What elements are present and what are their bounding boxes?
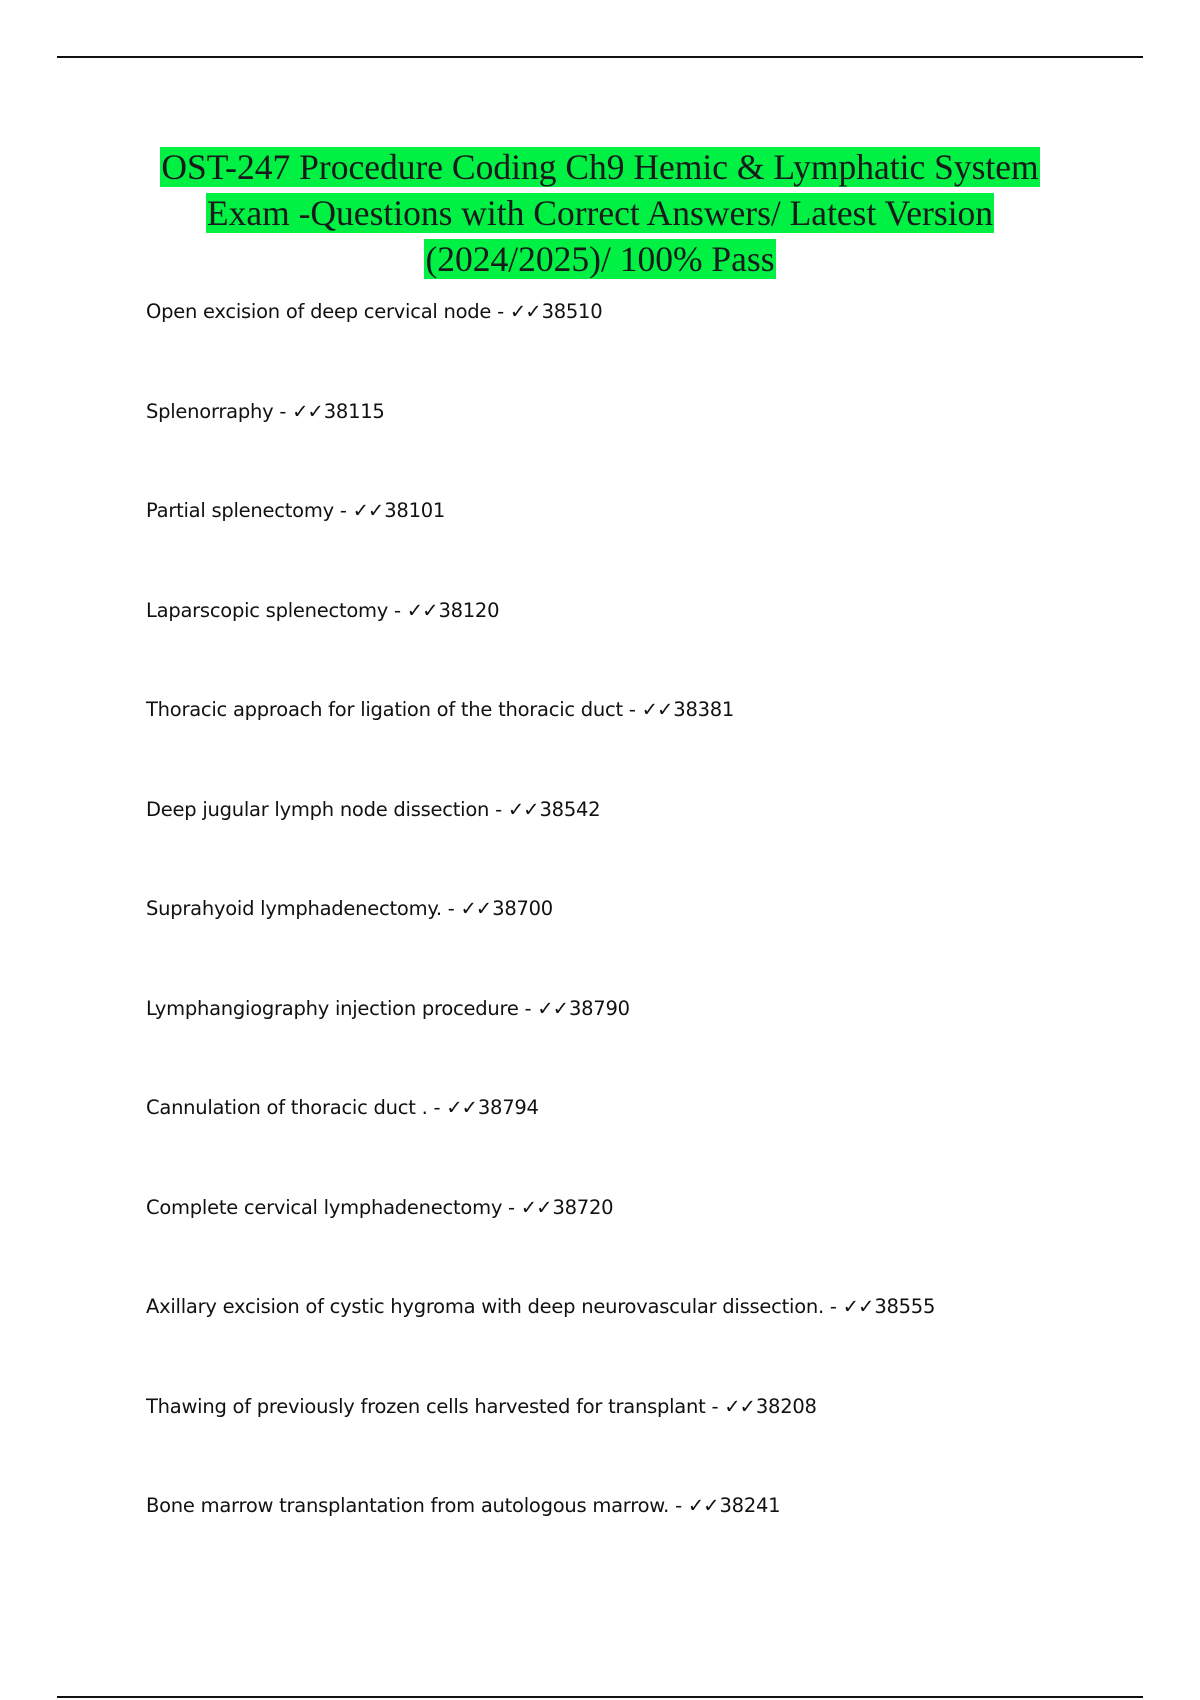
- separator: -: [669, 1494, 688, 1517]
- qa-item: [146, 1389, 1146, 1425]
- qa-item: [146, 593, 1146, 629]
- answer-code: 38555: [874, 1295, 936, 1318]
- qa-list: [146, 294, 1146, 1588]
- separator: -: [427, 1096, 447, 1119]
- double-check-icon: ✓✓: [537, 996, 568, 1020]
- double-check-icon: ✓✓: [687, 1494, 719, 1517]
- double-check-icon: ✓✓: [292, 399, 323, 423]
- qa-item: [146, 891, 1146, 927]
- answer-code: 38115: [323, 399, 385, 423]
- double-check-icon: ✓✓: [641, 698, 673, 721]
- qa-item: [146, 692, 1146, 728]
- title-highlight: (2024/2025)/ 100% Pass: [425, 239, 775, 279]
- qa-item: [146, 294, 1146, 330]
- title-highlight: Exam -Questions with Correct Answers/ Latest Version: [206, 193, 994, 233]
- title-line-3: [100, 236, 1100, 282]
- double-check-icon: ✓✓: [509, 300, 541, 323]
- double-check-icon: ✓✓: [352, 499, 384, 522]
- separator: -: [489, 797, 508, 821]
- question-text: Thoracic approach for ligation of the thoracic duct: [146, 698, 623, 721]
- separator: -: [705, 1394, 725, 1418]
- qa-item: [146, 1190, 1146, 1226]
- qa-item: [146, 493, 1146, 529]
- qa-item: [146, 991, 1146, 1027]
- double-check-icon: ✓✓: [842, 1295, 874, 1318]
- answer-code: 38720: [552, 1195, 614, 1219]
- separator: -: [273, 399, 293, 423]
- question-text: Bone marrow transplantation from autologous marrow.: [146, 1494, 670, 1517]
- separator: -: [622, 698, 642, 721]
- question-text: Lymphangiography injection procedure: [146, 996, 519, 1020]
- answer-code: 38542: [539, 797, 601, 821]
- double-check-icon: ✓✓: [406, 598, 438, 622]
- qa-item: [146, 1488, 1146, 1524]
- answer-code: 38208: [755, 1394, 817, 1418]
- double-check-icon: ✓✓: [507, 797, 539, 821]
- question-text: Splenorraphy: [146, 399, 274, 423]
- answer-code: 38790: [568, 996, 630, 1020]
- bottom-rule: [57, 1696, 1143, 1698]
- answer-code: 38101: [384, 499, 446, 522]
- question-text: Axillary excision of cystic hygroma with deep neurovascular dissection.: [146, 1295, 824, 1318]
- separator: -: [491, 300, 510, 323]
- question-text: Cannulation of thoracic duct .: [146, 1096, 428, 1119]
- question-text: Partial splenectomy: [146, 499, 334, 522]
- double-check-icon: ✓✓: [446, 1096, 477, 1119]
- separator: -: [502, 1195, 521, 1219]
- title-line-1: [100, 144, 1100, 190]
- question-text: Suprahyoid lymphadenectomy.: [146, 897, 442, 920]
- question-text: Complete cervical lymphadenectomy: [146, 1195, 503, 1219]
- answer-code: 38794: [477, 1096, 539, 1119]
- answer-code: 38120: [438, 598, 500, 622]
- double-check-icon: ✓✓: [724, 1394, 755, 1418]
- qa-item: [146, 1289, 1146, 1325]
- document-title: [100, 144, 1100, 282]
- separator: -: [388, 598, 407, 622]
- top-rule: [57, 56, 1143, 58]
- qa-item: [146, 792, 1146, 828]
- answer-code: 38241: [719, 1494, 781, 1517]
- qa-item: [146, 1090, 1146, 1126]
- qa-item: [146, 394, 1146, 430]
- separator: -: [518, 996, 538, 1020]
- separator: -: [333, 499, 353, 522]
- question-text: Deep jugular lymph node dissection: [146, 797, 490, 821]
- double-check-icon: ✓✓: [520, 1195, 552, 1219]
- question-text: Thawing of previously frozen cells harvested for transplant: [146, 1394, 706, 1418]
- answer-code: 38700: [492, 897, 553, 920]
- title-line-2: [100, 190, 1100, 236]
- question-text: Laparscopic splenectomy: [146, 598, 389, 622]
- separator: -: [441, 897, 461, 920]
- separator: -: [823, 1295, 843, 1318]
- answer-code: 38381: [673, 698, 735, 721]
- title-highlight: OST-247 Procedure Coding Ch9 Hemic & Lymphatic System: [161, 147, 1039, 187]
- answer-code: 38510: [541, 300, 603, 323]
- double-check-icon: ✓✓: [460, 897, 492, 920]
- question-text: Open excision of deep cervical node: [146, 300, 492, 323]
